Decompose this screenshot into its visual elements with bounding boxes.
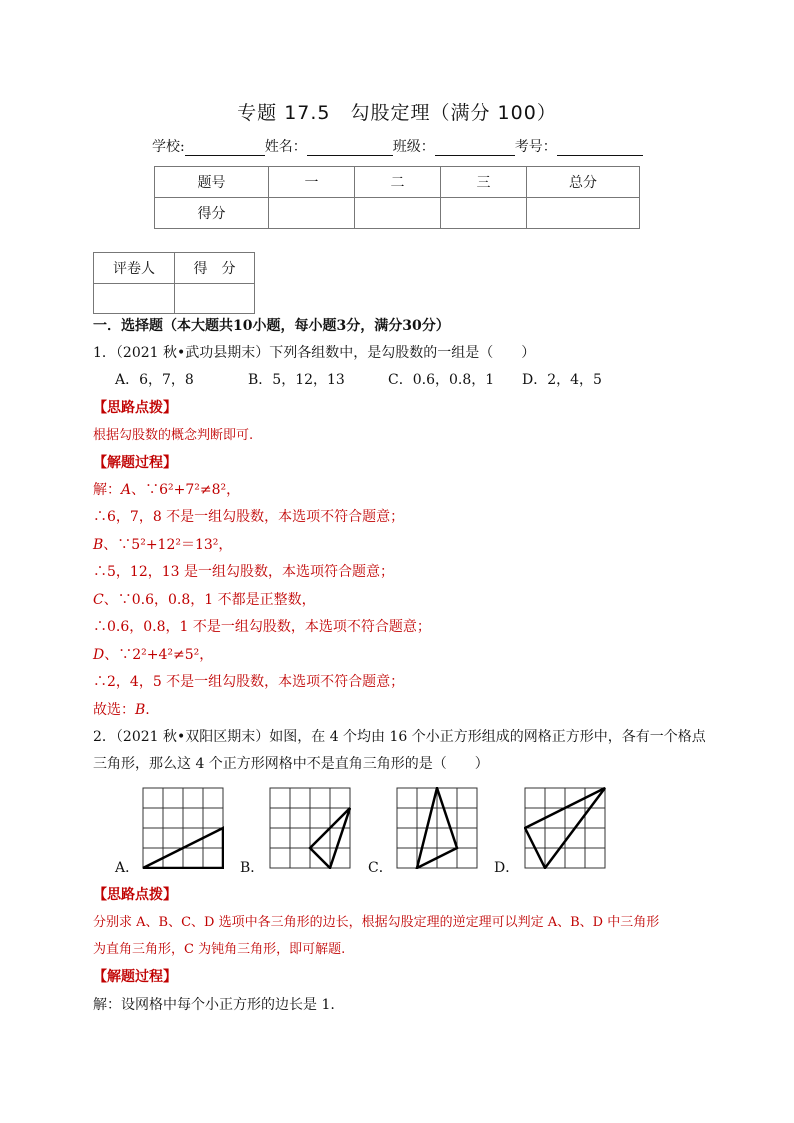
number-label: 考号： xyxy=(514,139,557,155)
option-letter: D xyxy=(93,647,105,663)
school-label: 学校: xyxy=(152,139,185,155)
figure-label-b: B． xyxy=(240,860,265,876)
q2-hint-line2: 为直角三角形，C 为钝角三角形，即可解题. xyxy=(93,942,346,957)
solution-text: 、∵5²+12²＝13²， xyxy=(103,537,233,553)
q1-solution-tag: 【解题过程】 xyxy=(93,455,177,471)
figure-label-d: D． xyxy=(494,860,520,876)
q2-stem-line2: 三角形，那么这 4 个正方形网格中不是直角三角形的是（ ） xyxy=(93,756,489,772)
figure-label-c: C． xyxy=(368,860,393,876)
q1-option-c: C．0.6，0.8，1 xyxy=(388,372,495,388)
option-letter: B xyxy=(93,537,104,553)
score-header-cell: 一 xyxy=(269,167,355,198)
number-field[interactable] xyxy=(557,140,643,156)
solution-text: 、∵0.6，0.8，1 不都是正整数， xyxy=(103,592,316,608)
score-header-cell: 题号 xyxy=(155,167,269,198)
class-field[interactable] xyxy=(435,140,515,156)
score-table xyxy=(154,166,640,229)
q1-solution-line: ∴2，4，5 不是一组勾股数，本选项不符合题意； xyxy=(93,674,405,690)
grader-cell[interactable] xyxy=(94,284,175,314)
option-letter: C xyxy=(93,592,104,608)
option-letter: B xyxy=(135,702,146,718)
name-label: 姓名： xyxy=(264,139,307,155)
q1-solution-line xyxy=(93,589,316,609)
score-cell[interactable] xyxy=(527,198,640,229)
score-row-label: 得分 xyxy=(155,198,269,229)
score-header-cell: 二 xyxy=(355,167,441,198)
q1-solution-line xyxy=(93,699,150,719)
q2-hint-line1: 分别求 A、B、C、D 选项中各三角形的边长，根据勾股定理的逆定理可以判定 A、B、D 中三角形 xyxy=(93,915,660,930)
school-field[interactable] xyxy=(185,140,265,156)
q1-solution-line: ∴6，7，8 不是一组勾股数，本选项不符合题意； xyxy=(93,509,405,525)
page-title: 专题 17.5 勾股定理（满分 100） xyxy=(237,102,557,124)
q2-solution-line: 解：设网格中每个小正方形的边长是 1. xyxy=(93,997,335,1013)
score-cell[interactable] xyxy=(269,198,355,229)
grader-score-cell[interactable] xyxy=(175,284,255,314)
grader-table xyxy=(93,252,255,314)
q1-option-a: A．6，7，8 xyxy=(115,372,194,388)
solution-text: 、∵6²+7²≠8²， xyxy=(131,482,241,498)
section-heading: 一．选择题（本大题共10小题，每小题3分，满分30分） xyxy=(93,318,450,334)
q1-solution-line xyxy=(93,479,240,499)
q2-hint-tag: 【思路点拨】 xyxy=(93,887,177,903)
score-cell[interactable] xyxy=(441,198,527,229)
q1-stem: 1．（2021 秋•武功县期末）下列各组数中，是勾股数的一组是（ ） xyxy=(93,345,536,361)
figure-d-grid xyxy=(524,787,606,869)
solution-prefix: 解： xyxy=(93,482,121,498)
option-letter: A xyxy=(121,482,132,498)
solution-text: 、∵2²+4²≠5²， xyxy=(104,647,214,663)
solution-prefix: 故选： xyxy=(93,702,135,718)
grader-label: 评卷人 xyxy=(94,253,175,284)
q2-stem-line1: 2．（2021 秋•双阳区期末）如图，在 4 个均由 16 个小正方形组成的网格正方形中，各有一个格点 xyxy=(93,729,706,745)
solution-text: . xyxy=(145,702,150,718)
score-header-cell: 总分 xyxy=(527,167,640,198)
grader-score-label: 得 分 xyxy=(175,253,255,284)
q1-solution-line: ∴5，12，13 是一组勾股数，本选项符合题意； xyxy=(93,564,394,580)
name-field[interactable] xyxy=(307,140,393,156)
q1-option-d: D．2，4，5 xyxy=(522,372,602,388)
info-line xyxy=(152,136,643,156)
class-label: 班级： xyxy=(392,139,435,155)
q1-solution-line: ∴0.6，0.8，1 不是一组勾股数，本选项不符合题意； xyxy=(93,619,431,635)
figure-a-grid xyxy=(142,787,224,869)
figure-c-grid xyxy=(396,787,478,869)
q2-solution-tag: 【解题过程】 xyxy=(93,969,177,985)
figure-label-a: A． xyxy=(115,860,140,876)
q1-hint: 根据勾股数的概念判断即可. xyxy=(93,428,254,443)
figure-b-grid xyxy=(269,787,351,869)
q1-solution-line xyxy=(93,644,213,664)
q1-solution-line xyxy=(93,534,232,554)
score-cell[interactable] xyxy=(355,198,441,229)
q1-option-b: B．5，12，13 xyxy=(248,372,345,388)
q1-hint-tag: 【思路点拨】 xyxy=(93,400,177,416)
score-header-cell: 三 xyxy=(441,167,527,198)
